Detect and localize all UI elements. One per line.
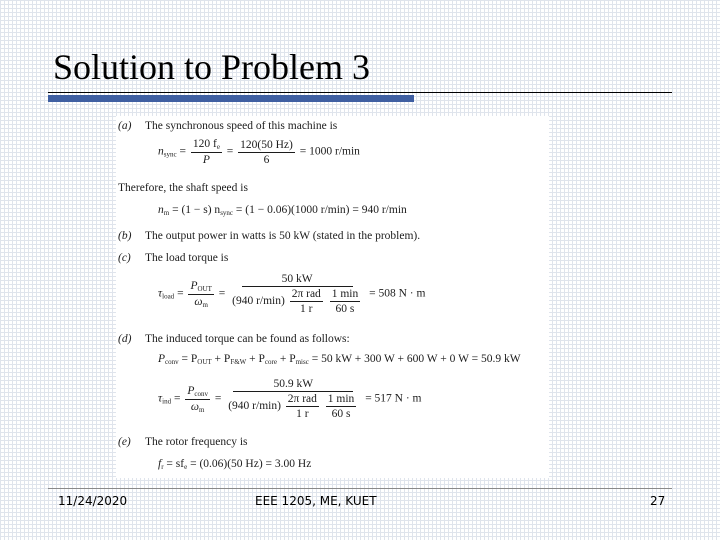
pconv-equation xyxy=(158,353,521,366)
footer-date: 11/24/2020 xyxy=(58,494,128,508)
eq-result: = 50 kW + 300 W + 600 W + 0 W = 50.9 kW xyxy=(311,353,521,365)
eq-subscript: misc xyxy=(295,358,309,366)
frac-den: 1 r xyxy=(296,408,309,420)
frac-num: 2π rad xyxy=(287,393,317,405)
eq-subscript: e xyxy=(216,143,220,151)
fraction xyxy=(330,288,361,315)
frac-den: P xyxy=(202,154,210,166)
eq-subscript: F&W xyxy=(230,358,247,366)
eq-subscript: e xyxy=(184,463,188,471)
footer-rule xyxy=(48,488,672,489)
frac-num: 50 kW xyxy=(242,273,353,287)
title-rule-accent xyxy=(48,95,414,102)
eq-term: = (1 − s) n xyxy=(172,204,221,216)
eq-subscript: sync xyxy=(163,150,177,159)
eq-result: = 508 N · m xyxy=(369,287,426,300)
part-e-text: The rotor frequency is xyxy=(145,436,248,448)
part-b-label: (b) xyxy=(118,230,132,242)
title-rule-thin xyxy=(48,92,672,93)
eq-subscript: m xyxy=(198,405,205,414)
eq-symbol: f xyxy=(158,458,162,470)
eq-subscript: load xyxy=(162,292,175,301)
frac-den: 1 r xyxy=(300,303,313,315)
fraction xyxy=(230,273,364,315)
fraction xyxy=(326,393,357,420)
frac-den: 60 s xyxy=(335,303,355,315)
frac-den: 60 s xyxy=(331,408,351,420)
frac-num: P xyxy=(187,384,195,397)
frac-num: 2π rad xyxy=(291,288,321,300)
den-term: (940 r/min) xyxy=(228,400,281,413)
frac-num: 1 min xyxy=(327,393,355,405)
part-a-label: (a) xyxy=(118,120,132,132)
eq-term: + P xyxy=(249,353,265,365)
fraction xyxy=(290,288,323,315)
eq-result: = 1000 r/min xyxy=(299,145,360,158)
eq-term: + P xyxy=(214,353,231,365)
part-d-text: The induced torque can be found as follows: xyxy=(145,333,350,345)
part-c-text: The load torque is xyxy=(145,252,229,264)
frac-num: 1 min xyxy=(331,288,359,300)
fraction xyxy=(286,393,319,420)
eq-symbol: P xyxy=(158,353,166,365)
frac-den: 6 xyxy=(263,153,270,166)
load-torque-equation: $\tau_{load}$ = $\frac{P_{OUT}}{\omega_m}$ = 50 kW (940 r/min) $\frac{\text{2π rad}}{1 r}$ $\frac{1 \min}{60 s}$ = 508 N · m xyxy=(158,273,426,315)
eq-term: = sf xyxy=(166,458,185,470)
eq-result: = (0.06)(50 Hz) = 3.00 Hz xyxy=(190,458,312,470)
fraction xyxy=(191,138,222,166)
eq-subscript: OUT xyxy=(197,358,212,366)
part-d-label: (d) xyxy=(118,333,132,345)
eq-term: + P xyxy=(279,353,296,365)
part-b-text: The output power in watts is 50 kW (stated in the problem). xyxy=(145,230,421,242)
induced-torque-equation: $\tau_{ind}$ = $\frac{P_{conv}}{\omega_m}$ = 50.9 kW (940 r/min) $\frac{\text{2π rad}}{1 r}$ $\frac{1 \min}{60 s}$ = 517 N · m xyxy=(158,378,422,420)
eq-subscript: m xyxy=(163,209,170,217)
slide-title: Solution to Problem 3 xyxy=(53,47,371,87)
eq-symbol: n xyxy=(158,204,164,216)
eq-term: = P xyxy=(181,353,198,365)
eq-result: = 517 N · m xyxy=(365,392,422,405)
eq-subscript: OUT xyxy=(197,284,212,293)
eq-subscript: core xyxy=(264,358,277,366)
fraction xyxy=(188,280,213,309)
eq-subscript: sync xyxy=(220,209,234,217)
frac-den: ω xyxy=(194,295,203,308)
part-a-text-2: Therefore, the shaft speed is xyxy=(118,182,248,194)
frac-num: 120(50 Hz) xyxy=(240,138,293,151)
den-term: (940 r/min) xyxy=(232,295,285,308)
part-a-text: The synchronous speed of this machine is xyxy=(145,120,338,132)
sync-speed-equation: $n_{sync}$ = $\frac{120 f_e}{P}$ = $\frac{120(50 Hz)}{6}$ = 1000 r/min xyxy=(158,138,360,166)
eq-subscript: conv xyxy=(165,358,179,366)
shaft-speed-equation xyxy=(158,204,407,217)
frac-den: ω xyxy=(190,400,199,413)
eq-result: = (1 − 0.06)(1000 r/min) = 940 r/min xyxy=(235,204,407,216)
frac-den xyxy=(230,287,364,315)
fraction xyxy=(185,385,210,414)
frac-num: 50.9 kW xyxy=(233,378,353,392)
eq-subscript: r xyxy=(161,463,164,471)
footer-course: EEE 1205, ME, KUET xyxy=(255,494,377,508)
eq-symbol: τ xyxy=(158,392,163,405)
eq-subscript: ind xyxy=(162,397,172,406)
footer-page-number: 27 xyxy=(650,494,666,508)
eq-subscript: m xyxy=(202,300,208,309)
eq-subscript: conv xyxy=(194,389,208,398)
eq-symbol: τ xyxy=(158,287,163,300)
frac-den xyxy=(226,392,360,420)
frac-num: P xyxy=(190,279,198,292)
part-c-label: (c) xyxy=(118,252,131,264)
fraction xyxy=(238,139,295,166)
frac-num: 120 f xyxy=(192,138,217,150)
part-e-label: (e) xyxy=(118,436,131,448)
solution-image xyxy=(116,116,549,478)
fraction xyxy=(226,378,360,420)
eq-symbol: n xyxy=(158,145,164,158)
rotor-frequency-equation xyxy=(158,458,311,471)
